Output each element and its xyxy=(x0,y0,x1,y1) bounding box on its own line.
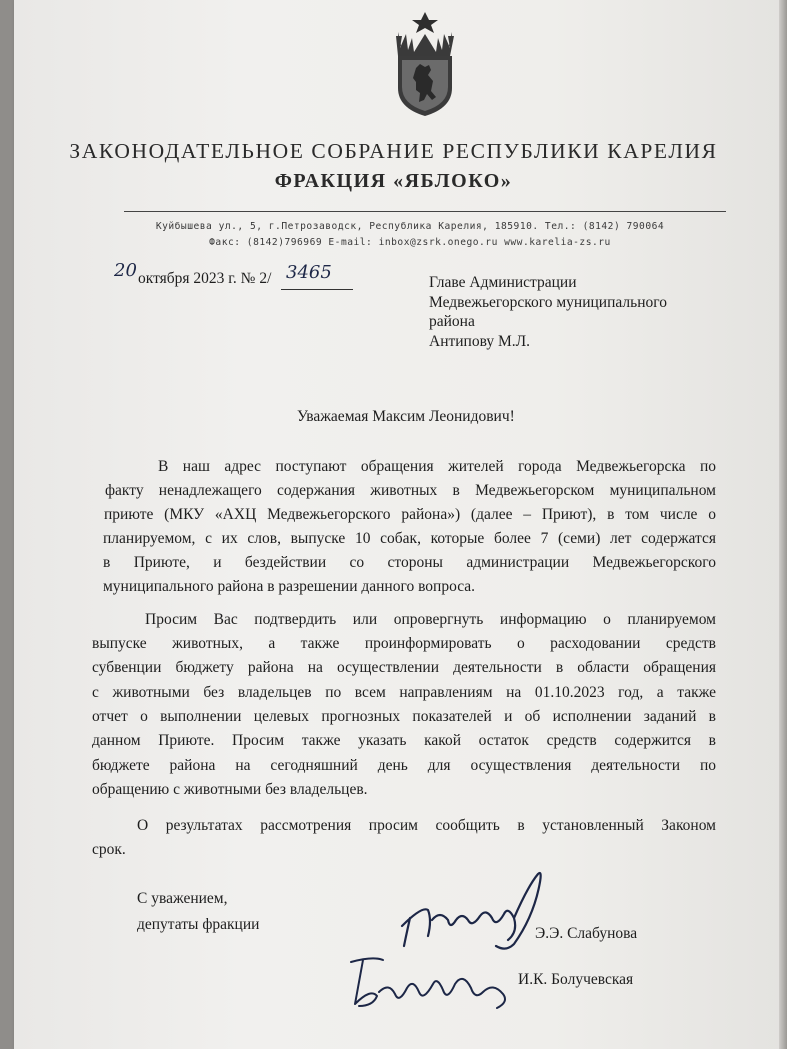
closing-line: С уважением, xyxy=(137,890,228,907)
body-line: О результатах рассмотрения просим сообщить в установленный Законом xyxy=(137,817,716,834)
signatory-name: Э.Э. Слабунова xyxy=(535,925,638,942)
body-line: выпуске животных, а также проинформировать о расходовании средств xyxy=(92,635,716,652)
assembly-title: ЗАКОНОДАТЕЛЬНОЕ СОБРАНИЕ РЕСПУБЛИКИ КАРЕЛИЯ xyxy=(69,139,718,163)
salutation: Уважаемая Максим Леонидович! xyxy=(297,408,515,425)
body-line: субвенции бюджету района на осуществлении деятельности в области обращения xyxy=(92,659,716,676)
contacts-address: Куйбышева ул., 5, г.Петрозаводск, Республика Карелия, 185910. Тел.: (8142) 790064 xyxy=(155,221,665,232)
body-line: В наш адрес поступают обращения жителей города Медвежьегорска по xyxy=(158,458,716,475)
reference-number: 3465 xyxy=(286,262,332,283)
body-line: Просим Вас подтвердить или опровергнуть информацию о планируемом xyxy=(145,611,716,628)
signature-slabunova xyxy=(388,866,558,956)
body-line: планируемом, с их слов, выпуске 10 собак, которые более 7 (семи) лет содержатся xyxy=(103,530,716,547)
closing-line: депутаты фракции xyxy=(137,916,260,933)
body-line: данном Приюте. Просим также указать какой остаток средств содержится в xyxy=(92,732,716,749)
reference-number-underline xyxy=(281,289,353,290)
faction-title: ФРАКЦИЯ «ЯБЛОКО» xyxy=(274,170,513,192)
addressee-line: Главе Администрации xyxy=(429,274,577,291)
reference-day: 20 xyxy=(114,260,137,281)
body-line: в Приюте, и бездействии со стороны администрации Медвежьегорского xyxy=(103,554,716,571)
contacts-fax-email: Факс: (8142)796969 E-mail: inbox@zsrk.onego.ru www.karelia-zs.ru xyxy=(209,237,611,248)
signatory-name: И.К. Болучевская xyxy=(518,971,634,988)
body-line: бюджете района на сегодняшний день для осуществления деятельности по xyxy=(92,757,716,774)
body-line: факту ненадлежащего содержания животных в Медвежьегорском муниципальном xyxy=(105,482,716,499)
header-divider xyxy=(124,211,726,212)
signature-boluchevskaya xyxy=(343,948,523,1014)
body-line: обращению с животными без владельцев. xyxy=(92,781,368,798)
addressee-line: Антипову М.Л. xyxy=(429,333,531,350)
addressee-line: района xyxy=(429,313,475,330)
body-line: отчет о выполнении целевых прогнозных показателей и об исполнении заданий в xyxy=(92,708,716,725)
body-line: приюте (МКУ «АХЦ Медвежьегорского района») (далее – Приют), в том числе о xyxy=(104,506,716,523)
addressee-line: Медвежьегорского муниципального xyxy=(429,294,667,311)
reference-date: октября 2023 г. № 2/ xyxy=(138,270,272,287)
body-line: срок. xyxy=(92,841,126,858)
body-line: с животными без владельцев по всем направлениям на 01.10.2023 год, а также xyxy=(92,684,716,701)
karelia-emblem-icon xyxy=(388,10,462,118)
body-line: муниципального района в разрешении данного вопроса. xyxy=(103,578,476,595)
